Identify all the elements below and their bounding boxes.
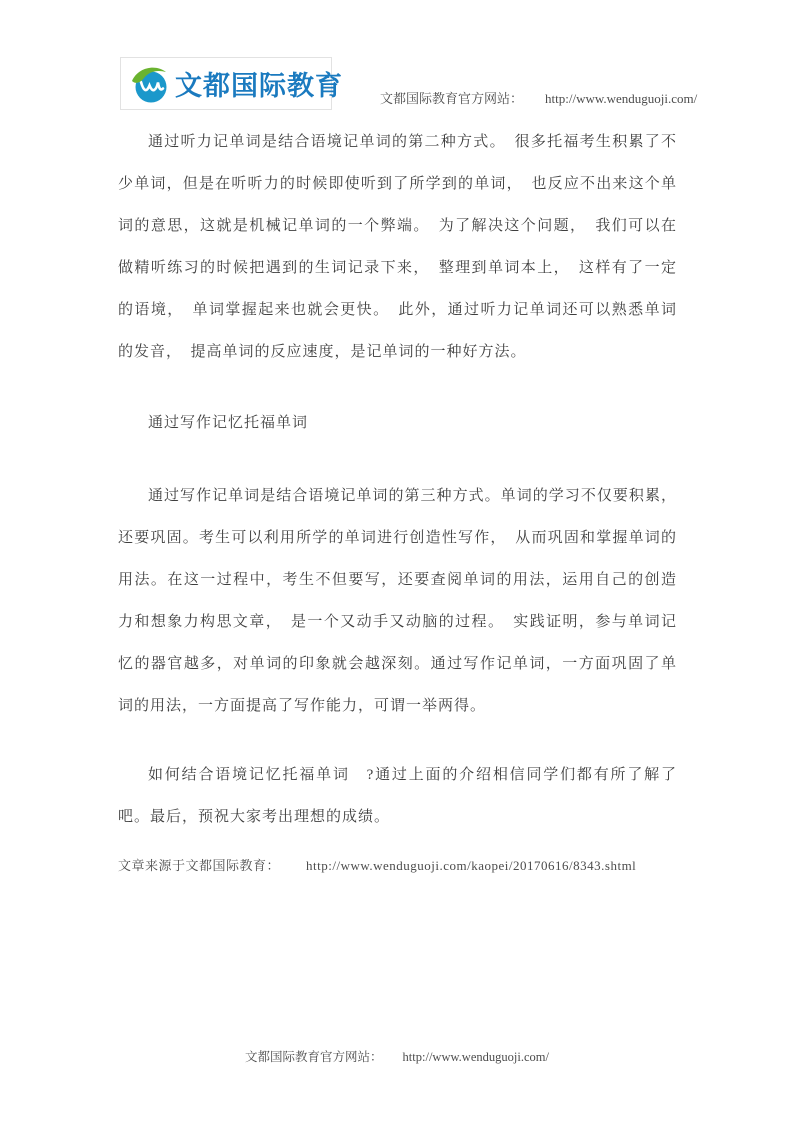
logo-text: 文都国际教育 (175, 71, 343, 101)
source-url[interactable]: http://www.wenduguoji.com/kaopei/20170616/8343.shtml (306, 858, 637, 873)
footer-site-line (0, 1047, 794, 1065)
document-body (118, 0, 677, 876)
paragraph-writing: 通过写作记单词是结合语境记单词的第三种方式。单词的学习不仅要积累，还要巩固。考生可以利用所学的单词进行创造性写作， 从而巩固和掌握单词的用法。在这一过程中，考生不但要写，还要查阅单词的用法，运用自己的创造力和想象力构思文章， 是一个又动手又动脑的过程。 实践证明，参与单词记忆的器官越多，对单词的印象就会越深刻。通过写作记单词，一方面巩固了单词的用法，一方面提高了写作能力，可谓一举两得。 (118, 488, 677, 714)
paragraph-listening: 通过听力记单词是结合语境记单词的第二种方式。 很多托福考生积累了不少单词，但是在听听力的时候即使听到了所学到的单词， 也反应不出来这个单词的意思，这就是机械记单词的一个弊端。 为了解决这个问题， 我们可以在做精听练习的时候把遇到的生词记录下来， 整理到单词本上， 这样有了一定的语境， 单词掌握起来也就会更快。 此外，通过听力记单词还可以熟悉单词的发音， 提高单词的反应速度，是记单词的一种好方法。 (118, 134, 677, 360)
source-label: 文章来源于文都国际教育： (118, 858, 281, 873)
footer-site-label: 文都国际教育官方网站： (245, 1050, 383, 1064)
footer-site-url[interactable]: http://www.wenduguoji.com/ (402, 1050, 549, 1064)
header-site-url[interactable]: http://www.wenduguoji.com/ (545, 91, 698, 106)
header-site-label: 文都国际教育官方网站： (380, 91, 524, 106)
section-heading-writing: 通过写作记忆托福单词 (148, 415, 309, 431)
source-line (118, 856, 677, 876)
paragraph-conclusion: 如何结合语境记忆托福单词 ?通过上面的介绍相信同学们都有所了解了吧。最后，预祝大家考出理想的成绩。 (118, 767, 677, 825)
